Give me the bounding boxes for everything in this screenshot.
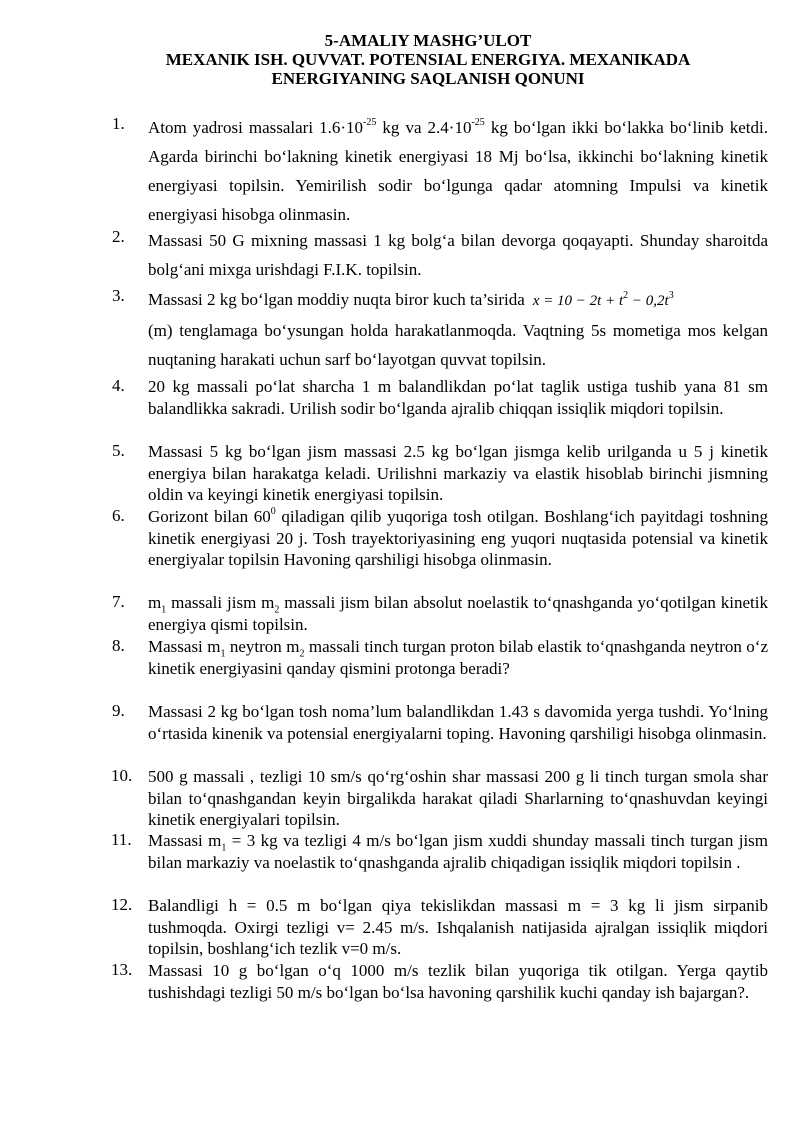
page-title (100, 31, 756, 88)
problem-number: 2. (112, 227, 125, 246)
problem-number: 12. (111, 895, 133, 914)
motion-equation: $x = 10 - 2t + t^2 - 0,2t^3$ (532, 290, 674, 309)
problem-text: 20 kg massali po‘lat sharcha 1 m balandlikdan po‘lat taglik ustiga tushib yana 81 sm balandlikka sakradi. Urilish sodir bo‘lganda ajralib chiqqan issiqlik miqdori topilsin. (148, 377, 768, 418)
problem-text: Balandligi h = 0.5 m bo‘lgan qiya tekislikdan massasi m = 3 kg li jism sirpanib tushmoqda. Oxirgi tezligi v= 2.45 m/s. Ishqalanish natijasida ajralgan issiqlik miqdori topilsin, boshlang‘ich tezlik v=0 m/s. (148, 896, 768, 958)
title-line-1: 5-AMALIY MASHG’ULOT (324, 31, 532, 50)
problem-text: Gorizont bilan $60^0$ qiladigan qilib yuqoriga tosh otilgan. Boshlang‘ich payitdagi toshning kinetik energiyasi 20 j. Tosh trayektoriyasining eng yuqori nuqtasida potensial va kinetik energiyalar topilsin Havoning qarshiligi hisobga olinmasin. (148, 506, 769, 569)
problem-number: 5. (112, 441, 125, 460)
problem-number: 3. (112, 286, 125, 305)
problem-text: Massasi 50 G mixning massasi 1 kg bolg‘a bilan devorga qoqayapti. Shunday sharoitda bolg‘ani mixga urishdagi F.I.K. topilsin. (148, 231, 768, 279)
problem-text: Massasi $m_1$ neytron $m_2$ massali tinch turgan proton bilab elastik to‘qnashganda neytron o‘z kinetik energiyasini qanday qismini protonga beradi? (148, 637, 769, 678)
problem-text: Massasi $m_1 = 3$ kg va tezligi 4 m/s bo‘lgan jism xuddi shunday massali tinch turgan jism bilan markaziy va noelastik to‘qnashganda ajralib chiqadigan issiqlik miqdori topilsin . (148, 831, 769, 872)
problem-text: 500 g massali , tezligi 10 sm/s qo‘rg‘oshin shar massasi 200 g li tinch turgan smola shar bilan to‘qnashgandan keyin birgalikda harakat qiladi Sharlarning to‘qnashuvdan keyingi kinetik energiyalari topilsin. (148, 767, 768, 829)
title-line-2: MEXANIK ISH. QUVVAT. POTENSIAL ENERGIYA. MEXANIKADA (165, 50, 691, 69)
problem-text: Massasi 2 kg bo‘lgan tosh noma’lum balandlikdan 1.43 s davomida yerga tushdi. Yo‘lning o‘rtasida kinenik va potensial energiyalarni toping. Havoning qarshiligi hisobga olinmasin. (148, 702, 768, 743)
title-line-3: ENERGIYANING SAQLANISH QONUNI (271, 69, 585, 88)
problem-number: 7. (112, 592, 125, 611)
problem-number: 4. (112, 376, 125, 395)
problem-text: Massasi 10 g bo‘lgan o‘q 1000 m/s tezlik bilan yuqoriga tik otilgan. Yerga qaytib tushishdagi tezligi 50 m/s bo‘lgan bo‘lsa havoning qarshilik kuchi qanday ish bajargan?. (148, 961, 768, 1002)
problem-number: 9. (112, 701, 125, 720)
problem-text: Massasi 5 kg bo‘lgan jism massasi 2.5 kg bo‘lgan jismga kelib urilganda u 5 j kinetik energiya bilan harakatga keladi. Urilishni markaziy va elastik hisoblab birinchi jismning oldin va keyingi kinetik energiyasi topilsin. (148, 442, 768, 504)
problem-text: $m_1$ massali jism $m_2$ massali jism bilan absolut noelastik to‘qnashganda yo‘qotilgan kinetik energiya qismi topilsin. (148, 593, 768, 634)
problem-number: 10. (111, 766, 133, 785)
problem-number: 8. (112, 636, 125, 655)
problem-number: 13. (111, 960, 133, 979)
problem-text: Massasi 2 kg bo‘lgan moddiy nuqta biror kuch ta’sirida $x = 10 - 2t + t^2 - 0,2t^3$ (m) tenglamaga bo‘ysungan holda harakatlanmoqda. Vaqtning 5s mometiga mos kelgan nuqtaning harakati uchun sarf bo‘layotgan quvvat topilsin. (148, 290, 768, 369)
problem-number: 11. (111, 830, 132, 849)
problem-number: 6. (112, 506, 125, 525)
problem-number: 1. (112, 114, 125, 133)
problem-text: Atom yadrosi massalari $1.6\cdot 10^{-25}$ kg va $2.4\cdot 10^{-25}$ kg bo‘lgan ikki bo‘lakka bo‘linib ketdi. Agarda birinchi bo‘lakning kinetik energiyasi 18 Mj bo‘lsa, ikkinchi bo‘lakning kinetik energiyasi topilsin. Yemirilish sodir bo‘lgunga qadar atomning Impulsi va kinetik energiyasi hisobga olinmasin. (148, 117, 768, 224)
